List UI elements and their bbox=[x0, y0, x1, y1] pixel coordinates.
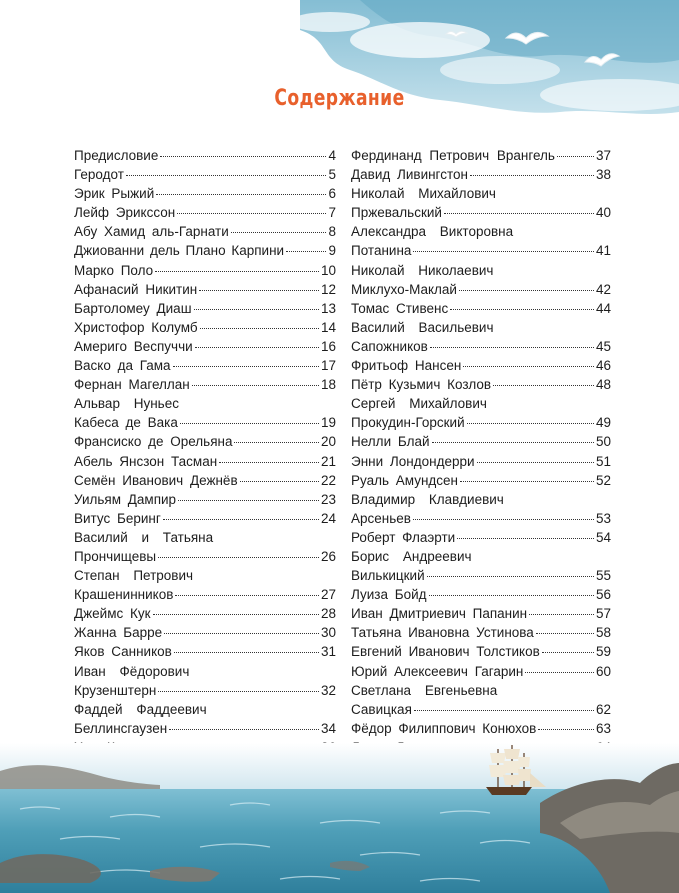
toc-entry bbox=[74, 413, 336, 432]
toc-entry-label: Сапожников bbox=[351, 338, 428, 354]
toc-entry-name-line: Альвар Нуньес bbox=[74, 396, 179, 412]
toc-entry-label: Потанина bbox=[351, 243, 412, 259]
toc-entry-page: 59 bbox=[595, 644, 611, 660]
toc-entry-label: Фернан Магеллан bbox=[74, 377, 190, 393]
toc-entry-page: 62 bbox=[595, 701, 611, 717]
toc-entry bbox=[351, 471, 611, 490]
toc-entry bbox=[351, 642, 611, 661]
toc-entry bbox=[74, 299, 336, 318]
toc-entry-label: Евгений Иванович Толстиков bbox=[351, 644, 540, 660]
sky-illustration bbox=[0, 0, 679, 140]
toc-leader-dots bbox=[413, 251, 594, 252]
toc-entry-page: 32 bbox=[320, 682, 336, 698]
toc-entry-label: Америго Веспуччи bbox=[74, 338, 193, 354]
toc-entry-label: Эрик Рыжий bbox=[74, 186, 155, 202]
toc-entry bbox=[74, 261, 336, 280]
toc-entry bbox=[74, 337, 336, 356]
toc-entry-page: 54 bbox=[595, 529, 611, 545]
toc-entry-page: 48 bbox=[595, 377, 611, 393]
toc-leader-dots bbox=[450, 309, 594, 310]
toc-entry-first-line bbox=[351, 318, 611, 337]
toc-entry-page: 27 bbox=[320, 587, 336, 603]
toc-entry-page: 5 bbox=[328, 167, 336, 183]
toc-entry-name-line: Фаддей Фаддеевич bbox=[74, 701, 207, 717]
toc-leader-dots bbox=[158, 557, 319, 558]
toc-entry-name-line: Сергей Михайлович bbox=[351, 396, 487, 412]
toc-entry-label: Джиованни дель Плано Карпини bbox=[74, 243, 285, 259]
toc-entry-label: Нелли Блай bbox=[351, 434, 430, 450]
toc-entry-page: 45 bbox=[595, 338, 611, 354]
toc-entry-page: 6 bbox=[328, 186, 336, 202]
toc-leader-dots bbox=[542, 652, 594, 653]
toc-entry-first-line bbox=[351, 222, 611, 241]
toc-entry-name-line: Николай Николаевич bbox=[351, 262, 494, 278]
toc-entry bbox=[351, 566, 611, 585]
toc-leader-dots bbox=[429, 595, 594, 596]
toc-entry-first-line bbox=[351, 490, 611, 509]
toc-entry-page: 24 bbox=[320, 510, 336, 526]
toc-entry bbox=[351, 604, 611, 623]
toc-leader-dots bbox=[240, 481, 319, 482]
toc-entry-page: 28 bbox=[320, 606, 336, 622]
toc-entry-page: 13 bbox=[320, 300, 336, 316]
toc-entry bbox=[74, 356, 336, 375]
toc-entry-label: Марко Поло bbox=[74, 262, 154, 278]
toc-entry-label: Давид Ливингстон bbox=[351, 167, 468, 183]
toc-entry-page: 10 bbox=[320, 262, 336, 278]
toc-right-column bbox=[351, 146, 611, 757]
toc-entry-label: Луиза Бойд bbox=[351, 587, 427, 603]
toc-entry-name-line: Иван Фёдорович bbox=[74, 663, 190, 679]
toc-entry bbox=[74, 490, 336, 509]
toc-entry-label: Абель Янсзон Тасман bbox=[74, 453, 218, 469]
toc-entry-first-line bbox=[351, 547, 611, 566]
toc-entry-label: Прончищевы bbox=[74, 548, 157, 564]
toc-leader-dots bbox=[444, 213, 594, 214]
toc-entry bbox=[74, 681, 336, 700]
toc-entry-page: 51 bbox=[595, 453, 611, 469]
toc-entry-page: 38 bbox=[595, 167, 611, 183]
toc-leader-dots bbox=[525, 672, 594, 673]
toc-entry-label: Руаль Амундсен bbox=[351, 472, 459, 488]
toc-leader-dots bbox=[557, 156, 594, 157]
toc-entry-page: 57 bbox=[595, 606, 611, 622]
toc-entry bbox=[351, 452, 611, 471]
toc-entry bbox=[351, 375, 611, 394]
toc-leader-dots bbox=[457, 538, 594, 539]
toc-entry-label: Христофор Колумб bbox=[74, 319, 198, 335]
toc-leader-dots bbox=[164, 633, 319, 634]
toc-entry bbox=[74, 318, 336, 337]
toc-leader-dots bbox=[160, 156, 326, 157]
toc-entry-page: 4 bbox=[328, 148, 336, 163]
toc-entry bbox=[74, 146, 336, 165]
toc-entry-page: 16 bbox=[320, 338, 336, 354]
toc-leader-dots bbox=[219, 462, 319, 463]
toc-leader-dots bbox=[178, 500, 319, 501]
toc-entry-name-line: Василий и Татьяна bbox=[74, 529, 214, 545]
toc-entry bbox=[74, 222, 336, 241]
toc-leader-dots bbox=[126, 175, 327, 176]
toc-entry bbox=[351, 241, 611, 260]
toc-entry bbox=[351, 509, 611, 528]
toc-entry-label: Бартоломеу Диаш bbox=[74, 300, 192, 316]
toc-entry-page: 9 bbox=[328, 243, 336, 259]
toc-entry bbox=[74, 452, 336, 471]
toc-entry-first-line bbox=[74, 394, 336, 413]
toc-entry bbox=[74, 585, 336, 604]
toc-entry-page: 20 bbox=[320, 434, 336, 450]
toc-leader-dots bbox=[463, 366, 594, 367]
toc-entry-label: Фердинанд Петрович Врангель bbox=[351, 148, 555, 163]
toc-entry-label: Татьяна Ивановна Устинова bbox=[351, 625, 534, 641]
toc-entry-label: Жанна Барре bbox=[74, 625, 163, 641]
toc-entry-label: Иван Дмитриевич Папанин bbox=[351, 606, 528, 622]
toc-entry-label: Витус Беринг bbox=[74, 510, 161, 526]
toc-entry bbox=[351, 528, 611, 547]
toc-entry-page: 46 bbox=[595, 358, 611, 374]
toc-entry-label: Миклухо-Маклай bbox=[351, 281, 457, 297]
toc-entry bbox=[351, 700, 611, 719]
toc-entry-label: Абу Хамид аль-Гарнати bbox=[74, 224, 229, 240]
toc-entry bbox=[351, 356, 611, 375]
toc-leader-dots bbox=[234, 442, 318, 443]
toc-entry-page: 60 bbox=[595, 663, 611, 679]
toc-entry-first-line bbox=[74, 566, 336, 585]
toc-entry-label: Франсиско де Орельяна bbox=[74, 434, 233, 450]
toc-leader-dots bbox=[173, 366, 319, 367]
toc-entry-page: 22 bbox=[320, 472, 336, 488]
toc-entry bbox=[351, 280, 611, 299]
toc-entry bbox=[351, 662, 611, 681]
toc-entry bbox=[74, 375, 336, 394]
toc-entry-label: Яков Санников bbox=[74, 644, 172, 660]
toc-entry-page: 34 bbox=[320, 720, 336, 736]
toc-entry-first-line bbox=[351, 184, 611, 203]
toc-entry-page: 56 bbox=[595, 587, 611, 603]
toc-leader-dots bbox=[286, 251, 326, 252]
toc-leader-dots bbox=[432, 442, 594, 443]
toc-entry-page: 19 bbox=[320, 415, 336, 431]
toc-leader-dots bbox=[231, 232, 327, 233]
toc-entry bbox=[74, 509, 336, 528]
toc-entry-label: Прокудин-Горский bbox=[351, 415, 465, 431]
toc-leader-dots bbox=[163, 519, 319, 520]
toc-entry-first-line bbox=[351, 681, 611, 700]
toc-entry-label: Уильям Дампир bbox=[74, 491, 177, 507]
toc-leader-dots bbox=[158, 691, 319, 692]
toc-entry-first-line bbox=[74, 662, 336, 681]
toc-entry bbox=[74, 642, 336, 661]
toc-leader-dots bbox=[529, 614, 594, 615]
toc-entry bbox=[74, 432, 336, 451]
toc-entry bbox=[351, 719, 611, 738]
toc-entry-label: Афанасий Никитин bbox=[74, 281, 198, 297]
toc-entry bbox=[74, 165, 336, 184]
toc-entry-first-line bbox=[74, 528, 336, 547]
toc-entry-page: 53 bbox=[595, 510, 611, 526]
toc-entry-page: 63 bbox=[595, 720, 611, 736]
toc-entry-page: 30 bbox=[320, 625, 336, 641]
toc-leader-dots bbox=[180, 423, 319, 424]
toc-entry-page: 40 bbox=[595, 205, 611, 221]
toc-leader-dots bbox=[200, 328, 319, 329]
toc-entry-page: 52 bbox=[595, 472, 611, 488]
toc-entry-page: 17 bbox=[320, 358, 336, 374]
toc-entry-label: Вилькицкий bbox=[351, 568, 425, 584]
toc-leader-dots bbox=[413, 519, 594, 520]
toc-entry-label: Лейф Эрикссон bbox=[74, 205, 176, 221]
toc-entry-name-line: Светлана Евгеньевна bbox=[351, 682, 498, 698]
toc-entry-page: 26 bbox=[320, 548, 336, 564]
toc-leader-dots bbox=[493, 385, 594, 386]
toc-entry-label: Предисловие bbox=[74, 148, 159, 163]
toc-entry-page: 50 bbox=[595, 434, 611, 450]
toc-entry-first-line bbox=[351, 394, 611, 413]
toc-leader-dots bbox=[430, 347, 594, 348]
toc-entry-label: Семён Иванович Дежнёв bbox=[74, 472, 238, 488]
toc-entry-page: 41 bbox=[595, 243, 611, 259]
toc-entry-page: 23 bbox=[320, 491, 336, 507]
toc-entry-label: Кабеса де Вака bbox=[74, 415, 178, 431]
toc-entry-label: Васко да Гама bbox=[74, 358, 171, 374]
toc-leader-dots bbox=[477, 462, 594, 463]
toc-entry-page: 14 bbox=[320, 319, 336, 335]
toc-entry bbox=[351, 413, 611, 432]
toc-entry-page: 42 bbox=[595, 281, 611, 297]
toc-entry-label: Беллинсгаузен bbox=[74, 720, 168, 736]
page-title: Содержание bbox=[274, 86, 405, 111]
toc-entry bbox=[351, 165, 611, 184]
toc-entry-page: 37 bbox=[595, 148, 611, 163]
toc-entry bbox=[351, 203, 611, 222]
toc-entry-label: Юрий Алексеевич Гагарин bbox=[351, 663, 524, 679]
toc-leader-dots bbox=[194, 309, 319, 310]
toc-entry bbox=[74, 719, 336, 738]
toc-entry-page: 44 bbox=[595, 300, 611, 316]
toc-entry-page: 12 bbox=[320, 281, 336, 297]
toc-entry-page: 58 bbox=[595, 625, 611, 641]
toc-entry-name-line: Василий Васильевич bbox=[351, 319, 494, 335]
toc-entry-label: Джеймс Кук bbox=[74, 606, 151, 622]
toc-entry bbox=[74, 604, 336, 623]
toc-leader-dots bbox=[470, 175, 594, 176]
toc-entry-first-line bbox=[351, 261, 611, 280]
toc-leader-dots bbox=[427, 576, 594, 577]
toc-entry bbox=[74, 280, 336, 299]
toc-entry-name-line: Александра Викторовна bbox=[351, 224, 514, 240]
toc-leader-dots bbox=[175, 595, 319, 596]
toc-entry bbox=[74, 547, 336, 566]
toc-entry bbox=[351, 299, 611, 318]
toc-entry-name-line: Николай Михайлович bbox=[351, 186, 496, 202]
toc-entry-label: Крузенштерн bbox=[74, 682, 157, 698]
toc-entry-label: Геродот bbox=[74, 167, 124, 183]
toc-entry bbox=[351, 337, 611, 356]
toc-entry bbox=[74, 184, 336, 203]
toc-leader-dots bbox=[169, 729, 319, 730]
toc-leader-dots bbox=[155, 271, 319, 272]
toc-entry-page: 21 bbox=[320, 453, 336, 469]
toc-leader-dots bbox=[156, 194, 326, 195]
toc-leader-dots bbox=[459, 290, 594, 291]
toc-leader-dots bbox=[414, 710, 594, 711]
toc-leader-dots bbox=[467, 423, 594, 424]
toc-entry-label: Фёдор Филиппович Конюхов bbox=[351, 720, 537, 736]
toc-leader-dots bbox=[460, 481, 594, 482]
toc-entry-name-line: Борис Андреевич bbox=[351, 548, 472, 564]
toc-leader-dots bbox=[174, 652, 319, 653]
toc-entry-label: Савицкая bbox=[351, 701, 412, 717]
toc-entry bbox=[351, 585, 611, 604]
toc-leader-dots bbox=[536, 633, 594, 634]
toc-entry-page: 55 bbox=[595, 568, 611, 584]
toc-leader-dots bbox=[177, 213, 326, 214]
toc-left-column bbox=[74, 146, 336, 757]
toc-leader-dots bbox=[199, 290, 319, 291]
toc-entry-first-line bbox=[74, 700, 336, 719]
toc-entry bbox=[351, 432, 611, 451]
toc-entry bbox=[74, 241, 336, 260]
toc-entry-label: Пётр Кузьмич Козлов bbox=[351, 377, 492, 393]
toc-leader-dots bbox=[192, 385, 319, 386]
toc-entry bbox=[74, 471, 336, 490]
toc-entry-page: 18 bbox=[320, 377, 336, 393]
toc-entry-label: Роберт Флаэрти bbox=[351, 529, 456, 545]
toc-leader-dots bbox=[153, 614, 319, 615]
toc-entry-label: Арсеньев bbox=[351, 510, 411, 526]
toc-entry bbox=[351, 623, 611, 642]
toc-entry-page: 49 bbox=[595, 415, 611, 431]
toc-entry-label: Крашенинников bbox=[74, 587, 174, 603]
toc-entry bbox=[74, 623, 336, 642]
toc-entry-label: Фритьоф Нансен bbox=[351, 358, 462, 374]
toc-entry-label: Энни Лондондерри bbox=[351, 453, 475, 469]
toc-entry-page: 31 bbox=[320, 644, 336, 660]
toc-entry-name-line: Владимир Клавдиевич bbox=[351, 491, 504, 507]
toc-entry-page: 8 bbox=[328, 224, 336, 240]
toc-entry-name-line: Степан Петрович bbox=[74, 568, 194, 584]
toc-entry-label: Томас Стивенс bbox=[351, 300, 449, 316]
toc-leader-dots bbox=[538, 729, 594, 730]
toc-leader-dots bbox=[195, 347, 319, 348]
toc-entry-label: Пржевальский bbox=[351, 205, 442, 221]
sea-illustration bbox=[0, 743, 679, 893]
toc-entry-page: 7 bbox=[328, 205, 336, 221]
toc-entry bbox=[74, 203, 336, 222]
toc-entry bbox=[351, 146, 611, 165]
